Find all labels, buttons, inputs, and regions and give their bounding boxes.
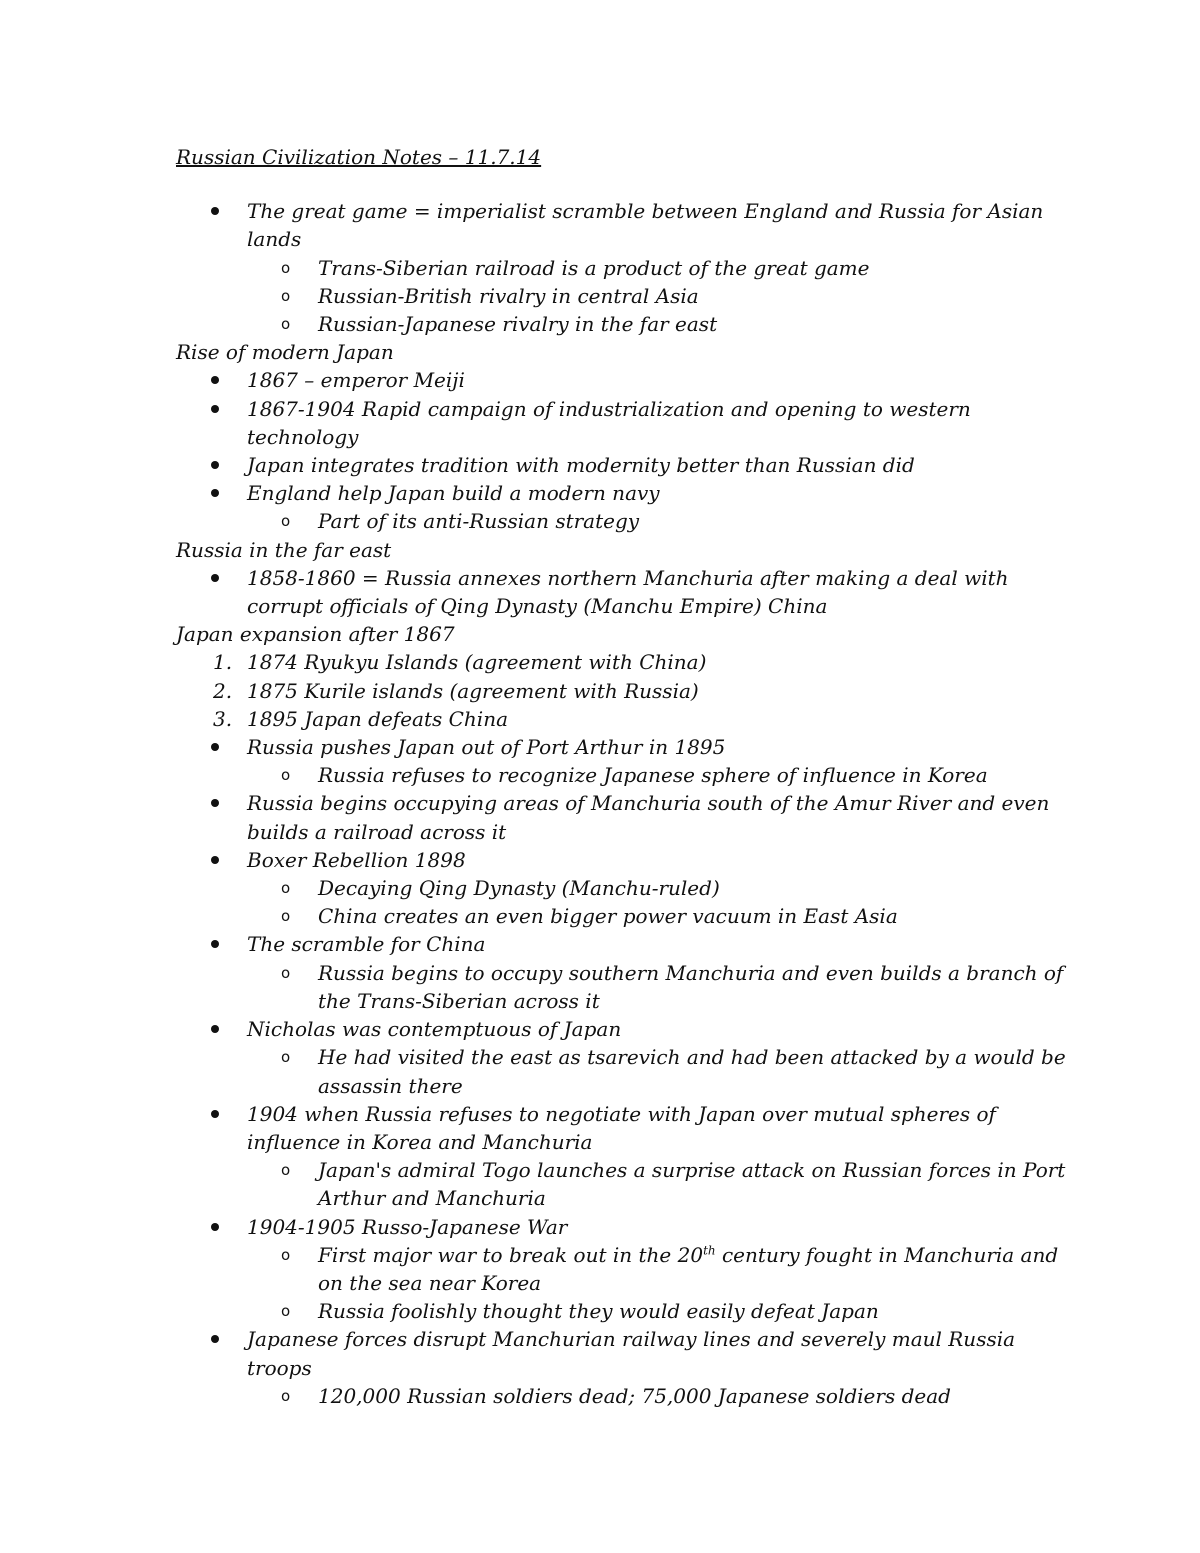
section-heading [176,536,1080,564]
bullet-circle-icon: o [281,1048,291,1067]
item-text: 1874 Ryukyu Islands (agreement with China) [247,650,707,675]
sub-bullet-item [176,282,1080,310]
bullet-item [176,366,1080,394]
item-text: 1875 Kurile islands (agreement with Russia) [247,678,699,703]
item-text: Japanese forces disrupt Manchurian railway lines and severely maul Russia troops [247,1327,1016,1380]
bullet-circle-icon: o [281,963,291,982]
section-heading [176,338,1080,366]
item-text: Nicholas was contemptuous of Japan [247,1017,622,1042]
bullet-item [176,564,1080,620]
bullet-item [176,197,1080,253]
item-text: Russia in the far east [176,537,392,562]
item-text: China creates an even bigger power vacuum in East Asia [318,904,898,929]
bullet-circle-icon: o [281,1386,291,1405]
item-text-continued: century fought in Manchuria and on the sea near Korea [318,1242,1059,1295]
sub-bullet-item [176,1382,1080,1410]
bullet-item [176,451,1080,479]
bullet-circle-icon: o [281,512,291,531]
bullet-dot-icon [211,1325,219,1353]
bullet-circle-icon: o [281,1302,291,1321]
item-text: Russia begins to occupy southern Manchuria and even builds a branch of the Trans-Siberian across it [318,960,1064,1013]
sub-bullet-item [176,310,1080,338]
bullet-item [176,1213,1080,1241]
sub-bullet-item [176,1241,1080,1297]
bullet-dot-icon [211,733,219,761]
bullet-circle-icon: o [281,258,291,277]
bullet-item [176,733,1080,761]
bullet-dot-icon [211,479,219,507]
numbered-item [176,705,1080,733]
bullet-item [176,789,1080,845]
bullet-circle-icon: o [281,879,291,898]
bullet-item [176,395,1080,451]
item-text: 1904 when Russia refuses to negotiate with Japan over mutual spheres of influence in Korea and Manchuria [247,1101,996,1154]
sub-bullet-item [176,902,1080,930]
bullet-dot-icon [211,789,219,817]
item-text: Russian-British rivalry in central Asia [318,283,699,308]
item-text: 1867-1904 Rapid campaign of industrialization and opening to western technology [247,396,971,449]
bullet-item [176,1325,1080,1381]
item-text: Russia begins occupying areas of Manchuria south of the Amur River and even builds a railroad across it [247,791,1050,844]
page-title: Russian Civilization Notes – 11.7.14 [176,145,542,169]
sub-bullet-item [176,959,1080,1015]
bullet-circle-icon: o [281,286,291,305]
list-number: 3. [213,706,233,731]
item-text: Japan's admiral Togo launches a surprise attack on Russian forces in Port Arthur and Manchuria [318,1158,1066,1211]
item-text: 1858-1860 = Russia annexes northern Manchuria after making a deal with corrupt officials of Qing Dynasty (Manchu Empire) China [247,565,1009,619]
item-text: 120,000 Russian soldiers dead; 75,000 Japanese soldiers dead [318,1383,951,1408]
item-text: England help Japan build a modern navy [247,481,660,506]
item-text: 1904-1905 Russo-Japanese War [247,1214,568,1239]
bullet-dot-icon [211,564,219,592]
item-text: 1895 Japan defeats China [247,706,509,731]
sub-bullet-item [176,507,1080,535]
bullet-dot-icon [211,930,219,958]
item-text: 1867 – emperor Meiji [247,368,465,393]
superscript: th [703,1243,716,1258]
item-text: First major war to break out in the 20 [318,1242,704,1267]
item-text: Japan expansion after 1867 [176,622,455,647]
bullet-dot-icon [211,1213,219,1241]
item-text: Russian-Japanese rivalry in the far east [318,312,718,337]
bullet-circle-icon: o [281,1245,291,1264]
sub-bullet-item [176,761,1080,789]
bullet-circle-icon: o [281,315,291,334]
sub-bullet-item [176,1156,1080,1212]
bullet-item [176,479,1080,507]
bullet-dot-icon [211,451,219,479]
list-number: 2. [213,678,233,703]
sub-bullet-item [176,1297,1080,1325]
item-text: Russia foolishly thought they would easily defeat Japan [318,1299,879,1324]
list-number: 1. [213,650,233,675]
bullet-circle-icon: o [281,766,291,785]
bullet-item [176,1015,1080,1043]
bullet-dot-icon [211,366,219,394]
bullet-dot-icon [211,395,219,423]
item-text: The scramble for China [247,932,486,957]
bullet-dot-icon [211,846,219,874]
item-text: The great game = imperialist scramble between England and Russia for Asian lands [247,199,1044,252]
notes-content [176,197,1080,1410]
item-text: Boxer Rebellion 1898 [247,847,466,872]
bullet-item [176,846,1080,874]
item-text: Russia pushes Japan out of Port Arthur in 1895 [247,735,726,760]
sub-bullet-item [176,874,1080,902]
bullet-item [176,930,1080,958]
item-text: Rise of modern Japan [176,340,394,365]
sub-bullet-item [176,254,1080,282]
item-text: Part of its anti-Russian strategy [318,509,640,534]
item-text: Decaying Qing Dynasty (Manchu-ruled) [318,876,720,901]
sub-bullet-item [176,1043,1080,1099]
bullet-dot-icon [211,1100,219,1128]
bullet-dot-icon [211,1015,219,1043]
bullet-item [176,1100,1080,1156]
item-text: Russia refuses to recognize Japanese sphere of influence in Korea [318,763,988,788]
bullet-dot-icon [211,197,219,225]
bullet-circle-icon: o [281,1161,291,1180]
section-heading [176,620,1080,648]
item-text: He had visited the east as tsarevich and had been attacked by a would be assassin there [318,1045,1066,1098]
item-text: Japan integrates tradition with modernity better than Russian did [247,453,915,478]
bullet-circle-icon: o [281,907,291,926]
numbered-item [176,677,1080,705]
item-text: Trans-Siberian railroad is a product of the great game [318,255,870,280]
numbered-item [176,648,1080,676]
